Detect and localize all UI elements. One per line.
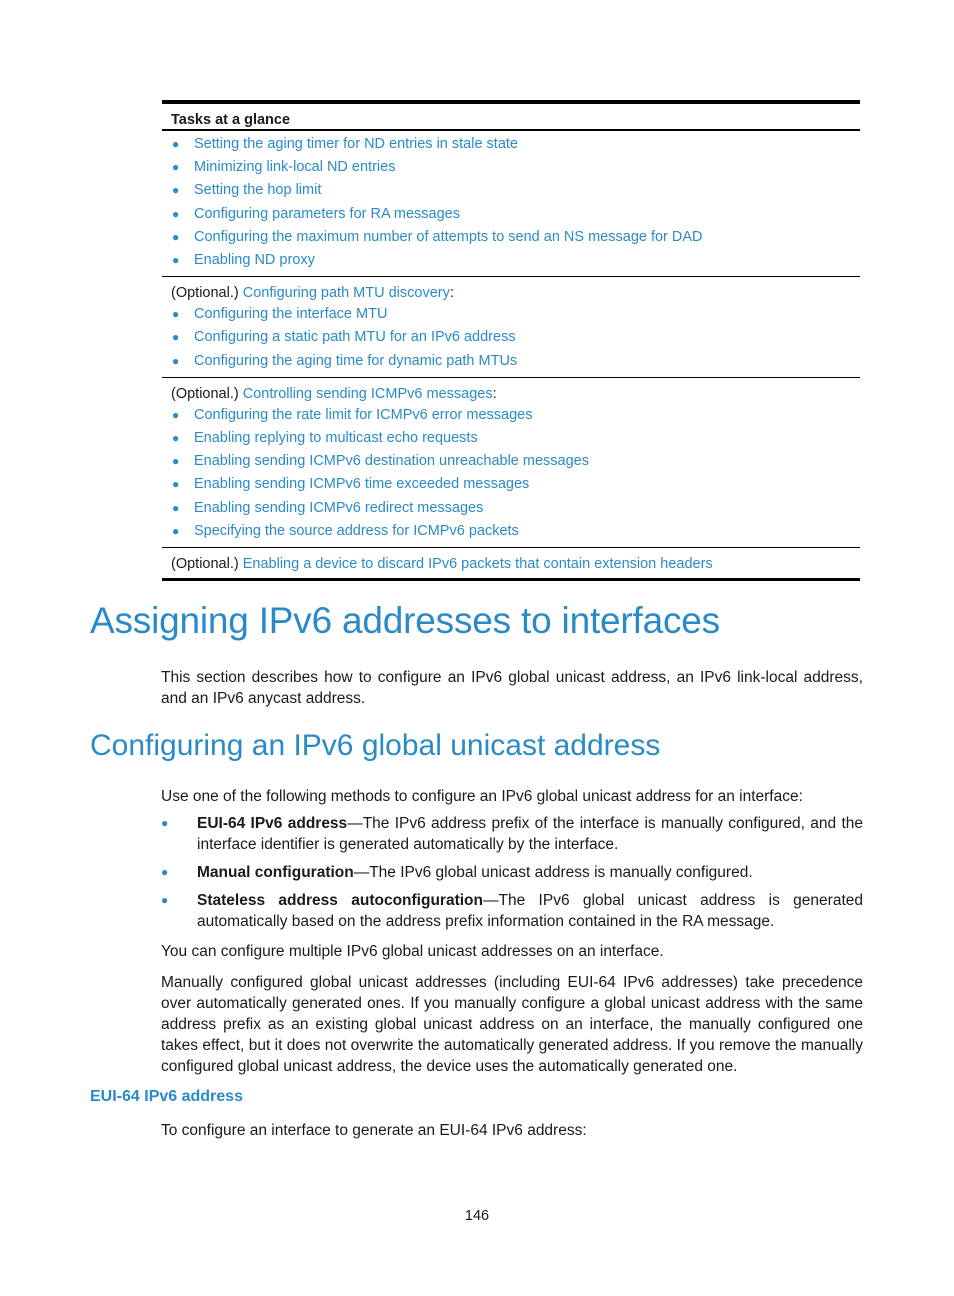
section-title: Assigning IPv6 addresses to interfaces (90, 600, 720, 641)
multiple-note: You can configure multiple IPv6 global unicast addresses on an interface. (161, 943, 664, 960)
intro-paragraph: This section describes how to configure an IPv6 global unicast address, an IPv6 link-local address, and an IPv6 anycast address. (161, 669, 863, 707)
task-item[interactable]: ● Enabling sending ICMPv6 time exceeded messages (162, 473, 860, 496)
bullet-icon: ● (161, 816, 169, 830)
task-item[interactable]: ● Specifying the source address for ICMPv6 packets (162, 520, 860, 543)
bullet-icon: ● (172, 137, 180, 151)
list-item: ● EUI-64 IPv6 address—The IPv6 address prefix of the interface is manually configured, and the interface identifier is generated automatically by the interface. (161, 815, 863, 853)
table-header: Tasks at a glance (162, 104, 860, 131)
bullet-icon: ● (172, 206, 180, 221)
bullet-icon: ● (172, 253, 180, 268)
eui-intro: To configure an interface to generate an EUI-64 IPv6 address: (161, 1122, 587, 1139)
task-item[interactable]: ● Minimizing link-local ND entries (162, 156, 860, 179)
task-item[interactable]: ● Configuring the rate limit for ICMPv6 error messages (162, 404, 860, 427)
precedence-note: Manually configured global unicast addresses (including EUI-64 IPv6 addresses) take precedence over automatically generated ones. If you manually configure a global unicast address with the same address prefix as an existing global unicast address on an interface, the manually configured one takes effect, but it does not overwrite the automatically generated address. If you remove the manually configured global unicast address, the device uses the automatically generated one. (161, 974, 863, 1075)
bullet-icon: ● (161, 865, 169, 879)
bullet-icon: ● (172, 523, 180, 538)
bullet-icon: ● (172, 160, 180, 175)
task-item[interactable]: ● Setting the hop limit (162, 179, 860, 202)
task-item[interactable]: ● Enabling replying to multicast echo requests (162, 427, 860, 450)
bullet-icon: ● (172, 307, 180, 322)
task-item[interactable]: ● Configuring the maximum number of attempts to send an NS message for DAD (162, 226, 860, 249)
task-item[interactable]: ● Setting the aging timer for ND entries in stale state (162, 133, 860, 156)
bullet-icon: ● (172, 229, 180, 244)
page-number: 146 (464, 1208, 490, 1224)
bullet-icon: ● (172, 353, 180, 368)
task-list (162, 133, 860, 272)
subsection-title: Configuring an IPv6 global unicast address (90, 729, 661, 762)
group-link[interactable]: Enabling a device to discard IPv6 packets that contain extension headers (242, 556, 713, 573)
task-item[interactable]: ● Configuring a static path MTU for an IPv6 address (162, 326, 860, 349)
task-group-extension-headers (162, 548, 860, 581)
bullet-icon: ● (172, 330, 180, 345)
bullet-icon: ● (172, 431, 180, 446)
subsubsection-title: EUI-64 IPv6 address (90, 1088, 243, 1105)
group-link[interactable]: Configuring path MTU discovery (242, 285, 450, 302)
task-group-nd (162, 131, 860, 277)
group-lead: (Optional.) Controlling sending ICMPv6 messages: (171, 385, 497, 402)
list-item: ● Stateless address autoconfiguration—The IPv6 global unicast address is generated automatically based on the address prefix information contained in the RA message. (161, 892, 863, 930)
task-item[interactable]: ● Enabling sending ICMPv6 destination unreachable messages (162, 450, 860, 473)
bullet-icon: ● (172, 183, 180, 198)
bullet-icon: ● (161, 893, 169, 907)
task-item[interactable]: ● Configuring the aging time for dynamic path MTUs (162, 350, 860, 373)
bullet-icon: ● (172, 500, 180, 515)
task-item[interactable]: ● Enabling sending ICMPv6 redirect messages (162, 497, 860, 520)
bullet-icon: ● (172, 477, 180, 492)
group-link[interactable]: Controlling sending ICMPv6 messages (242, 385, 493, 402)
group-lead: (Optional.) Configuring path MTU discovery: (171, 285, 454, 302)
task-group-mtu (162, 277, 860, 378)
task-item[interactable]: ● Configuring parameters for RA messages (162, 203, 860, 226)
task-item[interactable]: ● Configuring the interface MTU (162, 303, 860, 326)
bullet-icon: ● (172, 407, 180, 422)
bullet-icon: ● (172, 454, 180, 469)
task-group-icmpv6 (162, 378, 860, 548)
methods-intro: Use one of the following methods to configure an IPv6 global unicast address for an interface: (161, 788, 803, 805)
methods-list (161, 813, 863, 939)
list-item: ● Manual configuration—The IPv6 global unicast address is manually configured. (161, 864, 753, 881)
tasks-table (162, 100, 860, 581)
task-item[interactable]: ● Enabling ND proxy (162, 249, 860, 272)
task-list (162, 303, 860, 373)
task-list (162, 404, 860, 543)
group-lead: (Optional.) Enabling a device to discard IPv6 packets that contain extension headers (171, 556, 713, 573)
